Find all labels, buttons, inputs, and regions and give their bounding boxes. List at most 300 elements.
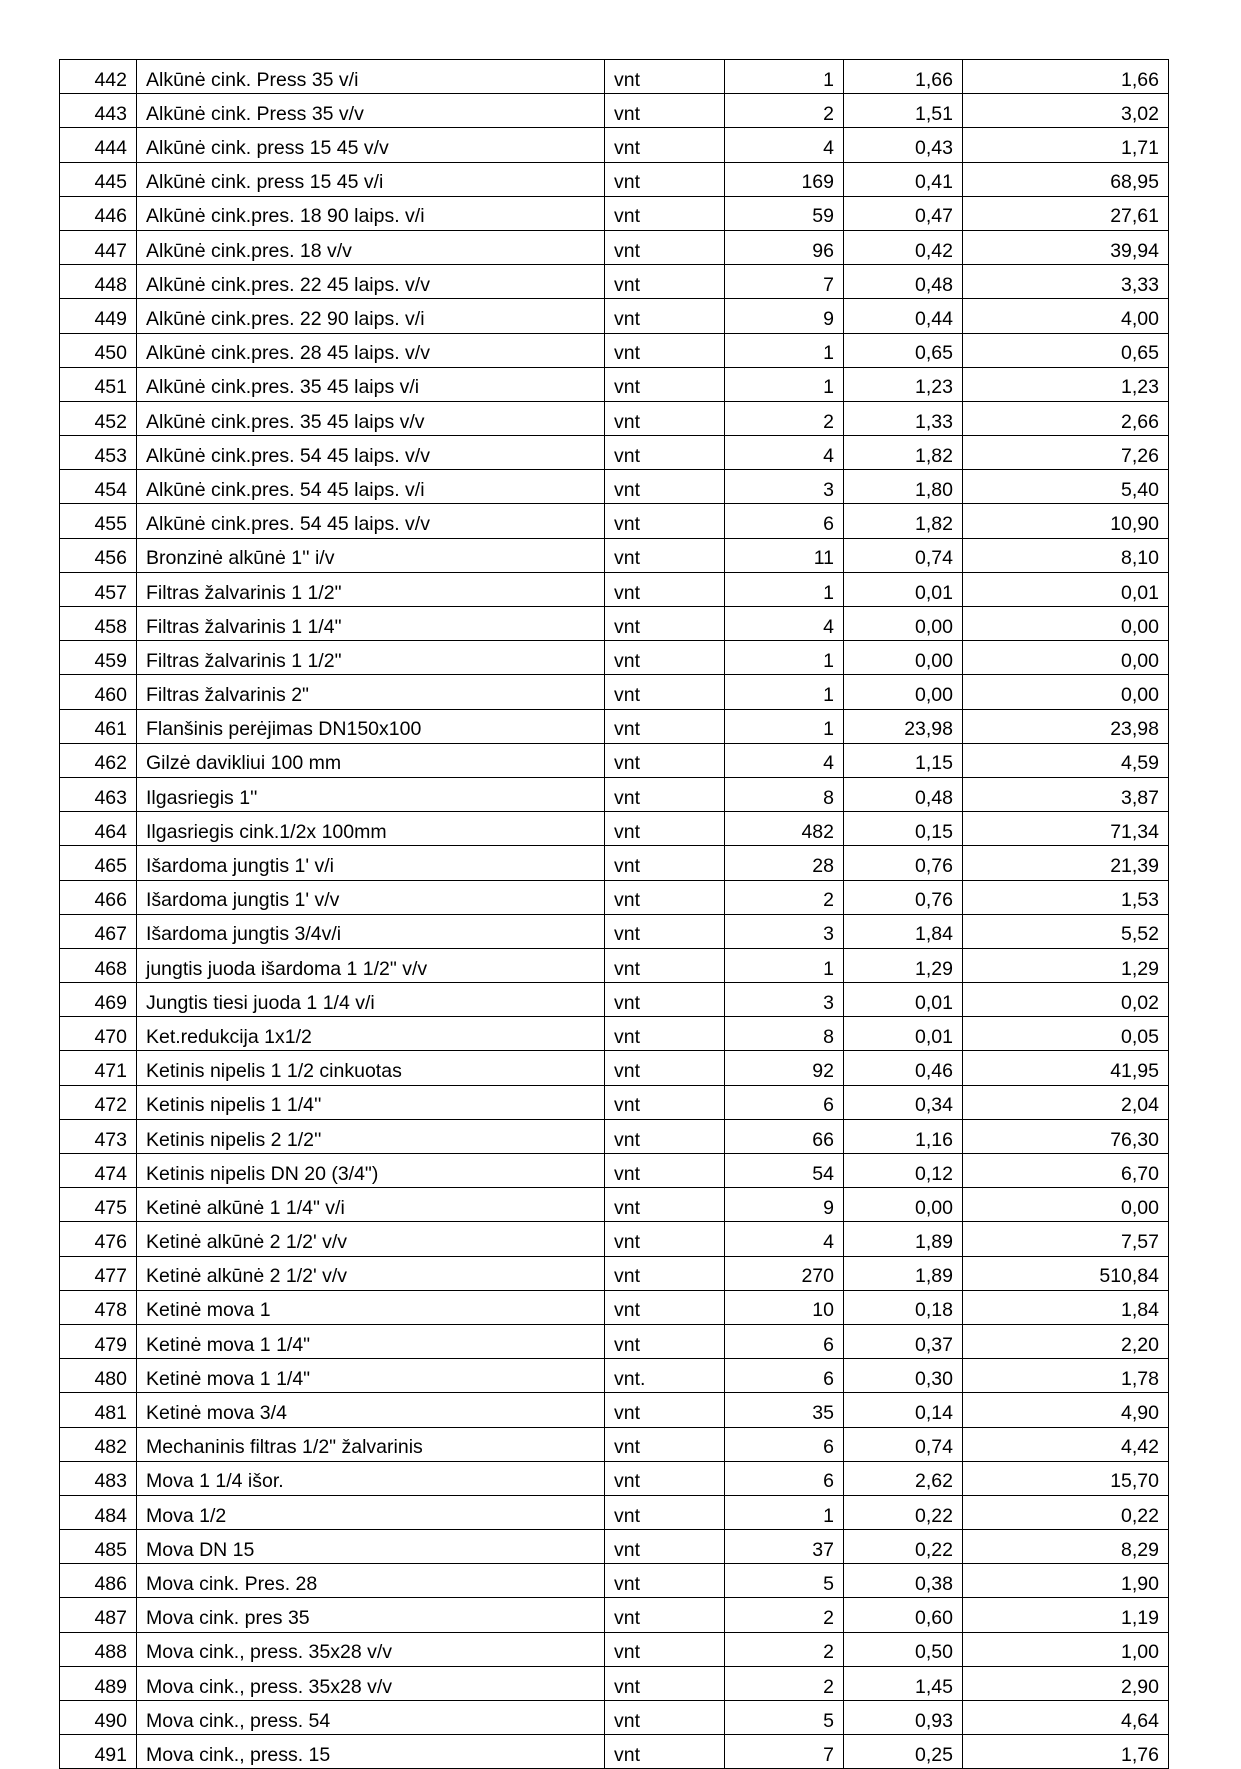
total-amount-cell: 1,19 <box>963 1598 1169 1632</box>
unit-price-cell: 0,22 <box>844 1530 963 1564</box>
total-amount-cell: 0,65 <box>963 333 1169 367</box>
quantity-cell: 96 <box>725 230 844 264</box>
total-amount-cell: 15,70 <box>963 1461 1169 1495</box>
row-number-cell: 461 <box>60 709 137 743</box>
quantity-cell: 3 <box>725 983 844 1017</box>
row-number-cell: 471 <box>60 1051 137 1085</box>
item-name-cell: Filtras žalvarinis 2" <box>137 675 605 709</box>
quantity-cell: 92 <box>725 1051 844 1085</box>
total-amount-cell: 5,52 <box>963 914 1169 948</box>
row-number-cell: 482 <box>60 1427 137 1461</box>
quantity-cell: 35 <box>725 1393 844 1427</box>
unit-cell: vnt <box>605 1735 725 1769</box>
unit-price-cell: 0,47 <box>844 196 963 230</box>
item-name-cell: Mova cink., press. 35x28 v/v <box>137 1666 605 1700</box>
unit-cell: vnt <box>605 1188 725 1222</box>
total-amount-cell: 0,00 <box>963 641 1169 675</box>
unit-cell: vnt <box>605 777 725 811</box>
unit-cell: vnt <box>605 1222 725 1256</box>
unit-price-cell: 0,44 <box>844 299 963 333</box>
quantity-cell: 6 <box>725 1085 844 1119</box>
item-name-cell: Alkūnė cink.pres. 35 45 laips v/i <box>137 367 605 401</box>
unit-price-cell: 0,76 <box>844 880 963 914</box>
unit-cell: vnt <box>605 367 725 401</box>
item-name-cell: Alkūnė cink. Press 35 v/i <box>137 60 605 94</box>
item-name-cell: Ketinis nipelis 1 1/4'' <box>137 1085 605 1119</box>
table-row <box>60 1564 1169 1598</box>
quantity-cell: 6 <box>725 1427 844 1461</box>
unit-price-cell: 1,89 <box>844 1256 963 1290</box>
unit-cell: vnt <box>605 470 725 504</box>
total-amount-cell: 6,70 <box>963 1154 1169 1188</box>
item-name-cell: Išardoma jungtis 3/4v/i <box>137 914 605 948</box>
item-name-cell: Mova cink. Pres. 28 <box>137 1564 605 1598</box>
item-name-cell: Jungtis tiesi juoda 1 1/4 v/i <box>137 983 605 1017</box>
quantity-cell: 59 <box>725 196 844 230</box>
table-row <box>60 1359 1169 1393</box>
row-number-cell: 469 <box>60 983 137 1017</box>
row-number-cell: 464 <box>60 812 137 846</box>
item-name-cell: Mova cink., press. 54 <box>137 1701 605 1735</box>
table-row <box>60 1290 1169 1324</box>
unit-price-cell: 0,01 <box>844 983 963 1017</box>
item-name-cell: Mova 1/2 <box>137 1495 605 1529</box>
unit-price-cell: 0,01 <box>844 1017 963 1051</box>
row-number-cell: 490 <box>60 1701 137 1735</box>
quantity-cell: 169 <box>725 162 844 196</box>
quantity-cell: 9 <box>725 299 844 333</box>
row-number-cell: 476 <box>60 1222 137 1256</box>
quantity-cell: 2 <box>725 1632 844 1666</box>
unit-price-cell: 0,34 <box>844 1085 963 1119</box>
row-number-cell: 458 <box>60 607 137 641</box>
unit-price-cell: 1,89 <box>844 1222 963 1256</box>
quantity-cell: 5 <box>725 1564 844 1598</box>
inventory-table-body <box>60 60 1169 1769</box>
unit-cell: vnt <box>605 436 725 470</box>
unit-cell: vnt <box>605 1564 725 1598</box>
row-number-cell: 481 <box>60 1393 137 1427</box>
quantity-cell: 11 <box>725 538 844 572</box>
row-number-cell: 467 <box>60 914 137 948</box>
table-row <box>60 1324 1169 1358</box>
row-number-cell: 466 <box>60 880 137 914</box>
row-number-cell: 480 <box>60 1359 137 1393</box>
table-row <box>60 128 1169 162</box>
table-row <box>60 1735 1169 1769</box>
total-amount-cell: 0,01 <box>963 572 1169 606</box>
unit-price-cell: 1,29 <box>844 948 963 982</box>
unit-cell: vnt <box>605 196 725 230</box>
inventory-sheet <box>59 59 1169 1769</box>
unit-cell: vnt <box>605 1393 725 1427</box>
unit-cell: vnt. <box>605 1359 725 1393</box>
unit-cell: vnt <box>605 641 725 675</box>
total-amount-cell: 1,90 <box>963 1564 1169 1598</box>
table-row <box>60 436 1169 470</box>
row-number-cell: 453 <box>60 436 137 470</box>
unit-cell: vnt <box>605 94 725 128</box>
unit-price-cell: 0,00 <box>844 607 963 641</box>
item-name-cell: Mechaninis filtras 1/2" žalvarinis <box>137 1427 605 1461</box>
table-row <box>60 1461 1169 1495</box>
unit-price-cell: 1,82 <box>844 436 963 470</box>
item-name-cell: Ketinis nipelis DN 20 (3/4") <box>137 1154 605 1188</box>
unit-cell: vnt <box>605 983 725 1017</box>
quantity-cell: 1 <box>725 675 844 709</box>
unit-cell: vnt <box>605 1290 725 1324</box>
inventory-table <box>59 59 1169 1769</box>
table-row <box>60 94 1169 128</box>
quantity-cell: 6 <box>725 504 844 538</box>
item-name-cell: Alkūnė cink. press 15 45 v/v <box>137 128 605 162</box>
row-number-cell: 447 <box>60 230 137 264</box>
total-amount-cell: 0,02 <box>963 983 1169 1017</box>
unit-price-cell: 0,48 <box>844 777 963 811</box>
unit-price-cell: 1,84 <box>844 914 963 948</box>
row-number-cell: 456 <box>60 538 137 572</box>
item-name-cell: Ketinė mova 1 1/4" <box>137 1359 605 1393</box>
quantity-cell: 4 <box>725 743 844 777</box>
table-row <box>60 1427 1169 1461</box>
row-number-cell: 484 <box>60 1495 137 1529</box>
unit-cell: vnt <box>605 1256 725 1290</box>
quantity-cell: 7 <box>725 1735 844 1769</box>
table-row <box>60 299 1169 333</box>
table-row <box>60 265 1169 299</box>
quantity-cell: 1 <box>725 367 844 401</box>
unit-price-cell: 0,38 <box>844 1564 963 1598</box>
total-amount-cell: 8,10 <box>963 538 1169 572</box>
unit-cell: vnt <box>605 1085 725 1119</box>
item-name-cell: Ketinė mova 3/4 <box>137 1393 605 1427</box>
table-row <box>60 743 1169 777</box>
item-name-cell: Filtras žalvarinis 1 1/2" <box>137 572 605 606</box>
total-amount-cell: 0,05 <box>963 1017 1169 1051</box>
unit-price-cell: 0,42 <box>844 230 963 264</box>
unit-cell: vnt <box>605 607 725 641</box>
unit-cell: vnt <box>605 880 725 914</box>
quantity-cell: 270 <box>725 1256 844 1290</box>
table-row <box>60 1632 1169 1666</box>
unit-price-cell: 1,23 <box>844 367 963 401</box>
quantity-cell: 2 <box>725 401 844 435</box>
table-row <box>60 675 1169 709</box>
quantity-cell: 1 <box>725 333 844 367</box>
row-number-cell: 487 <box>60 1598 137 1632</box>
total-amount-cell: 1,71 <box>963 128 1169 162</box>
unit-cell: vnt <box>605 299 725 333</box>
table-row <box>60 470 1169 504</box>
row-number-cell: 465 <box>60 846 137 880</box>
item-name-cell: Filtras žalvarinis 1 1/2" <box>137 641 605 675</box>
total-amount-cell: 4,90 <box>963 1393 1169 1427</box>
quantity-cell: 7 <box>725 265 844 299</box>
unit-cell: vnt <box>605 162 725 196</box>
item-name-cell: jungtis juoda išardoma 1 1/2" v/v <box>137 948 605 982</box>
row-number-cell: 473 <box>60 1119 137 1153</box>
table-row <box>60 1154 1169 1188</box>
unit-cell: vnt <box>605 1119 725 1153</box>
table-row <box>60 1188 1169 1222</box>
unit-price-cell: 0,93 <box>844 1701 963 1735</box>
quantity-cell: 2 <box>725 880 844 914</box>
unit-price-cell: 0,74 <box>844 1427 963 1461</box>
total-amount-cell: 21,39 <box>963 846 1169 880</box>
unit-cell: vnt <box>605 333 725 367</box>
row-number-cell: 475 <box>60 1188 137 1222</box>
total-amount-cell: 1,29 <box>963 948 1169 982</box>
unit-cell: vnt <box>605 1701 725 1735</box>
unit-cell: vnt <box>605 60 725 94</box>
table-row <box>60 538 1169 572</box>
total-amount-cell: 7,26 <box>963 436 1169 470</box>
quantity-cell: 1 <box>725 1495 844 1529</box>
unit-cell: vnt <box>605 1427 725 1461</box>
unit-cell: vnt <box>605 1324 725 1358</box>
unit-cell: vnt <box>605 230 725 264</box>
unit-cell: vnt <box>605 1530 725 1564</box>
row-number-cell: 449 <box>60 299 137 333</box>
total-amount-cell: 510,84 <box>963 1256 1169 1290</box>
row-number-cell: 442 <box>60 60 137 94</box>
quantity-cell: 1 <box>725 948 844 982</box>
quantity-cell: 6 <box>725 1324 844 1358</box>
quantity-cell: 3 <box>725 470 844 504</box>
item-name-cell: Alkūnė cink.pres. 54 45 laips. v/v <box>137 504 605 538</box>
total-amount-cell: 7,57 <box>963 1222 1169 1256</box>
row-number-cell: 457 <box>60 572 137 606</box>
unit-price-cell: 1,80 <box>844 470 963 504</box>
total-amount-cell: 0,00 <box>963 607 1169 641</box>
total-amount-cell: 2,20 <box>963 1324 1169 1358</box>
item-name-cell: Alkūnė cink.pres. 22 90 laips. v/i <box>137 299 605 333</box>
total-amount-cell: 2,04 <box>963 1085 1169 1119</box>
quantity-cell: 6 <box>725 1461 844 1495</box>
row-number-cell: 485 <box>60 1530 137 1564</box>
row-number-cell: 474 <box>60 1154 137 1188</box>
total-amount-cell: 1,84 <box>963 1290 1169 1324</box>
table-row <box>60 572 1169 606</box>
unit-price-cell: 0,00 <box>844 1188 963 1222</box>
total-amount-cell: 23,98 <box>963 709 1169 743</box>
row-number-cell: 489 <box>60 1666 137 1700</box>
item-name-cell: Alkūnė cink.pres. 22 45 laips. v/v <box>137 265 605 299</box>
total-amount-cell: 76,30 <box>963 1119 1169 1153</box>
item-name-cell: Alkūnė cink.pres. 54 45 laips. v/i <box>137 470 605 504</box>
total-amount-cell: 3,33 <box>963 265 1169 299</box>
unit-price-cell: 1,33 <box>844 401 963 435</box>
quantity-cell: 28 <box>725 846 844 880</box>
total-amount-cell: 3,87 <box>963 777 1169 811</box>
table-row <box>60 230 1169 264</box>
row-number-cell: 488 <box>60 1632 137 1666</box>
unit-price-cell: 0,25 <box>844 1735 963 1769</box>
row-number-cell: 470 <box>60 1017 137 1051</box>
unit-price-cell: 0,01 <box>844 572 963 606</box>
item-name-cell: Ketinis nipelis 1 1/2 cinkuotas <box>137 1051 605 1085</box>
row-number-cell: 460 <box>60 675 137 709</box>
total-amount-cell: 1,76 <box>963 1735 1169 1769</box>
unit-price-cell: 0,00 <box>844 675 963 709</box>
row-number-cell: 479 <box>60 1324 137 1358</box>
table-row <box>60 1017 1169 1051</box>
total-amount-cell: 8,29 <box>963 1530 1169 1564</box>
item-name-cell: Alkūnė cink.pres. 28 45 laips. v/v <box>137 333 605 367</box>
table-row <box>60 196 1169 230</box>
item-name-cell: Alkūnė cink.pres. 54 45 laips. v/v <box>137 436 605 470</box>
row-number-cell: 446 <box>60 196 137 230</box>
unit-cell: vnt <box>605 265 725 299</box>
table-row <box>60 1530 1169 1564</box>
quantity-cell: 5 <box>725 1701 844 1735</box>
item-name-cell: Flanšinis perėjimas DN150x100 <box>137 709 605 743</box>
unit-cell: vnt <box>605 743 725 777</box>
table-row <box>60 60 1169 94</box>
item-name-cell: Alkūnė cink. Press 35 v/v <box>137 94 605 128</box>
quantity-cell: 66 <box>725 1119 844 1153</box>
item-name-cell: Ket.redukcija 1x1/2 <box>137 1017 605 1051</box>
row-number-cell: 450 <box>60 333 137 367</box>
quantity-cell: 482 <box>725 812 844 846</box>
table-row <box>60 846 1169 880</box>
total-amount-cell: 41,95 <box>963 1051 1169 1085</box>
table-row <box>60 162 1169 196</box>
unit-price-cell: 0,30 <box>844 1359 963 1393</box>
unit-price-cell: 0,37 <box>844 1324 963 1358</box>
total-amount-cell: 4,59 <box>963 743 1169 777</box>
table-row <box>60 983 1169 1017</box>
unit-cell: vnt <box>605 812 725 846</box>
total-amount-cell: 39,94 <box>963 230 1169 264</box>
table-row <box>60 1598 1169 1632</box>
unit-cell: vnt <box>605 846 725 880</box>
unit-price-cell: 1,15 <box>844 743 963 777</box>
quantity-cell: 10 <box>725 1290 844 1324</box>
unit-cell: vnt <box>605 914 725 948</box>
total-amount-cell: 2,66 <box>963 401 1169 435</box>
total-amount-cell: 4,00 <box>963 299 1169 333</box>
unit-price-cell: 0,43 <box>844 128 963 162</box>
total-amount-cell: 1,66 <box>963 60 1169 94</box>
quantity-cell: 54 <box>725 1154 844 1188</box>
unit-cell: vnt <box>605 1461 725 1495</box>
unit-price-cell: 0,00 <box>844 641 963 675</box>
item-name-cell: Alkūnė cink.pres. 35 45 laips v/v <box>137 401 605 435</box>
unit-cell: vnt <box>605 709 725 743</box>
quantity-cell: 1 <box>725 641 844 675</box>
unit-price-cell: 0,41 <box>844 162 963 196</box>
table-row <box>60 1222 1169 1256</box>
table-row <box>60 1119 1169 1153</box>
item-name-cell: Alkūnė cink. press 15 45 v/i <box>137 162 605 196</box>
unit-cell: vnt <box>605 401 725 435</box>
quantity-cell: 9 <box>725 1188 844 1222</box>
total-amount-cell: 0,00 <box>963 675 1169 709</box>
table-row <box>60 641 1169 675</box>
quantity-cell: 6 <box>725 1359 844 1393</box>
unit-price-cell: 2,62 <box>844 1461 963 1495</box>
quantity-cell: 4 <box>725 1222 844 1256</box>
unit-price-cell: 0,48 <box>844 265 963 299</box>
item-name-cell: Mova cink., press. 15 <box>137 1735 605 1769</box>
row-number-cell: 452 <box>60 401 137 435</box>
total-amount-cell: 2,90 <box>963 1666 1169 1700</box>
table-row <box>60 607 1169 641</box>
unit-cell: vnt <box>605 1154 725 1188</box>
row-number-cell: 454 <box>60 470 137 504</box>
row-number-cell: 483 <box>60 1461 137 1495</box>
item-name-cell: Ketinė mova 1 1/4" <box>137 1324 605 1358</box>
row-number-cell: 478 <box>60 1290 137 1324</box>
total-amount-cell: 4,64 <box>963 1701 1169 1735</box>
row-number-cell: 443 <box>60 94 137 128</box>
row-number-cell: 462 <box>60 743 137 777</box>
unit-cell: vnt <box>605 1017 725 1051</box>
row-number-cell: 445 <box>60 162 137 196</box>
table-row <box>60 880 1169 914</box>
total-amount-cell: 1,23 <box>963 367 1169 401</box>
table-row <box>60 333 1169 367</box>
total-amount-cell: 1,00 <box>963 1632 1169 1666</box>
table-row <box>60 1666 1169 1700</box>
quantity-cell: 2 <box>725 1666 844 1700</box>
row-number-cell: 491 <box>60 1735 137 1769</box>
unit-price-cell: 1,45 <box>844 1666 963 1700</box>
total-amount-cell: 3,02 <box>963 94 1169 128</box>
row-number-cell: 472 <box>60 1085 137 1119</box>
unit-cell: vnt <box>605 504 725 538</box>
unit-cell: vnt <box>605 948 725 982</box>
table-row <box>60 1256 1169 1290</box>
quantity-cell: 3 <box>725 914 844 948</box>
table-row <box>60 1701 1169 1735</box>
unit-price-cell: 1,51 <box>844 94 963 128</box>
item-name-cell: Mova DN 15 <box>137 1530 605 1564</box>
unit-price-cell: 0,15 <box>844 812 963 846</box>
unit-price-cell: 0,76 <box>844 846 963 880</box>
unit-price-cell: 1,66 <box>844 60 963 94</box>
unit-price-cell: 1,82 <box>844 504 963 538</box>
table-row <box>60 504 1169 538</box>
quantity-cell: 1 <box>725 572 844 606</box>
row-number-cell: 455 <box>60 504 137 538</box>
table-row <box>60 709 1169 743</box>
table-row <box>60 1051 1169 1085</box>
total-amount-cell: 27,61 <box>963 196 1169 230</box>
quantity-cell: 1 <box>725 709 844 743</box>
unit-price-cell: 0,74 <box>844 538 963 572</box>
item-name-cell: Alkūnė cink.pres. 18 90 laips. v/i <box>137 196 605 230</box>
unit-price-cell: 0,22 <box>844 1495 963 1529</box>
quantity-cell: 8 <box>725 1017 844 1051</box>
item-name-cell: Ketinis nipelis 2 1/2'' <box>137 1119 605 1153</box>
item-name-cell: Mova 1 1/4 išor. <box>137 1461 605 1495</box>
item-name-cell: Mova cink., press. 35x28 v/v <box>137 1632 605 1666</box>
row-number-cell: 444 <box>60 128 137 162</box>
unit-cell: vnt <box>605 572 725 606</box>
row-number-cell: 448 <box>60 265 137 299</box>
total-amount-cell: 5,40 <box>963 470 1169 504</box>
row-number-cell: 468 <box>60 948 137 982</box>
item-name-cell: Išardoma jungtis 1' v/i <box>137 846 605 880</box>
table-row <box>60 777 1169 811</box>
quantity-cell: 2 <box>725 1598 844 1632</box>
item-name-cell: Ketinė alkūnė 1 1/4" v/i <box>137 1188 605 1222</box>
item-name-cell: Bronzinė alkūnė 1'' i/v <box>137 538 605 572</box>
total-amount-cell: 1,78 <box>963 1359 1169 1393</box>
item-name-cell: Filtras žalvarinis 1 1/4" <box>137 607 605 641</box>
